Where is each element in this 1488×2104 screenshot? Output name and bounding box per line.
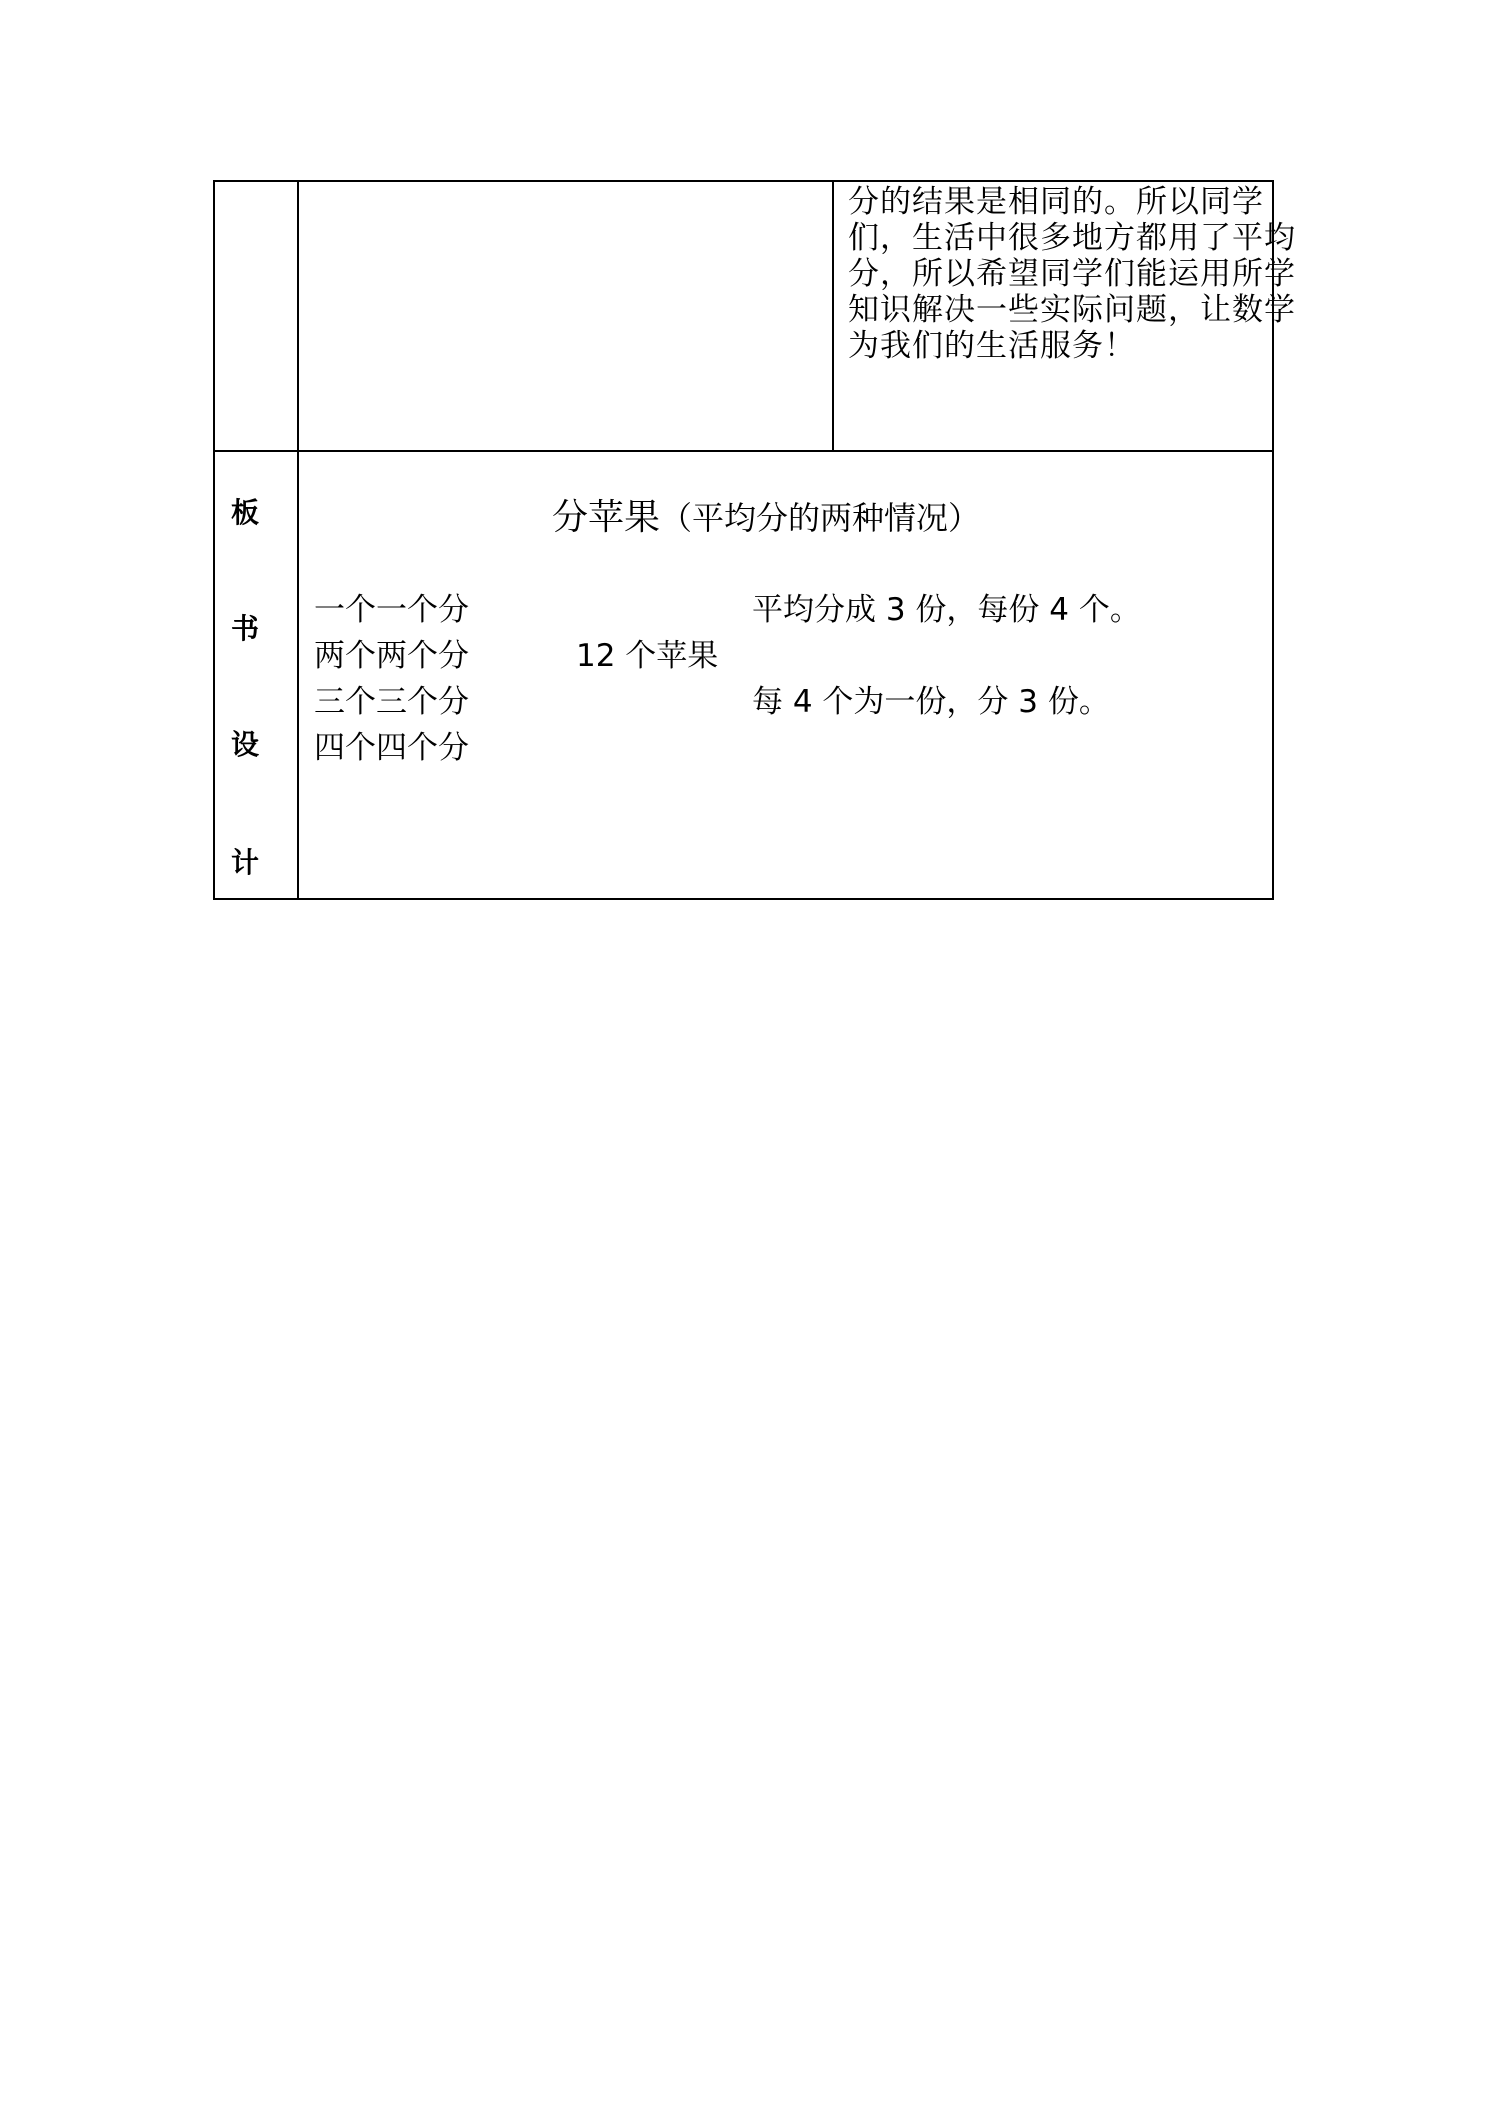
table-top-row-column-divider <box>832 180 834 452</box>
side-label-char: 书 <box>230 612 259 645</box>
apple-count: 12 个苹果 <box>576 638 719 674</box>
board-title <box>552 496 980 540</box>
method-item: 四个四个分 <box>314 730 469 766</box>
table-label-column-divider <box>297 180 299 900</box>
summary-line: 分的结果是相同的。所以同学 <box>848 184 1264 220</box>
summary-line: 分，所以希望同学们能运用所学 <box>848 256 1296 292</box>
result-item: 每 4 个为一份，分 3 份。 <box>752 684 1110 720</box>
method-item: 三个三个分 <box>314 684 469 720</box>
side-label-char: 设 <box>230 728 259 761</box>
summary-paragraph <box>848 184 1296 364</box>
table-top-border <box>213 180 1274 182</box>
board-title-subtitle: （平均分的两种情况） <box>660 499 981 537</box>
side-label-char: 计 <box>230 846 259 879</box>
result-item: 平均分成 3 份，每份 4 个。 <box>752 592 1141 628</box>
summary-line: 们，生活中很多地方都用了平均 <box>848 220 1296 256</box>
table-row-divider <box>213 450 1274 452</box>
summary-line: 为我们的生活服务！ <box>848 328 1136 364</box>
method-item: 两个两个分 <box>314 638 469 674</box>
method-item: 一个一个分 <box>314 592 469 628</box>
table-left-border <box>213 180 215 900</box>
summary-line: 知识解决一些实际问题，让数学 <box>848 292 1296 328</box>
board-title-main: 分苹果 <box>552 497 661 538</box>
side-label-char: 板 <box>230 496 259 529</box>
table-bottom-border <box>213 898 1274 900</box>
